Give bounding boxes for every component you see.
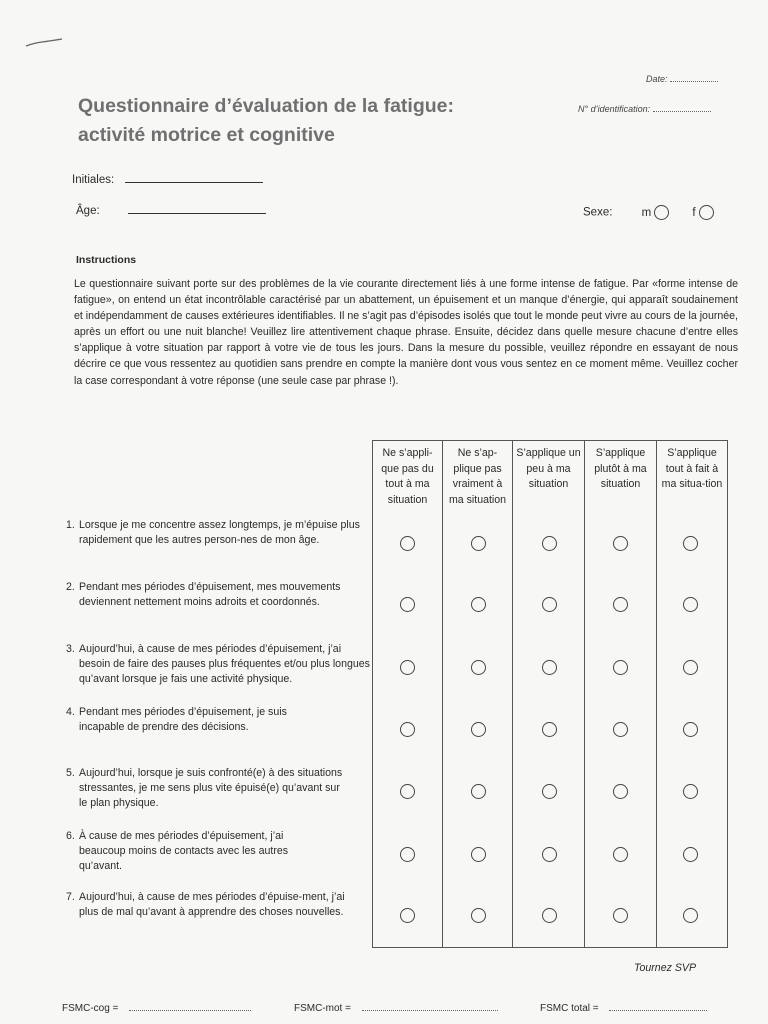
fsmc-mot-line[interactable] — [362, 1010, 498, 1011]
column-header-1: Ne s’appli-que pas du tout à ma situation — [381, 447, 434, 506]
title-line-2: activité motrice et cognitive — [78, 124, 335, 146]
id-line[interactable] — [653, 111, 711, 112]
initials-field[interactable] — [72, 174, 263, 186]
title-line-1: Questionnaire d’évaluation de la fatigue: — [78, 95, 454, 117]
fsmc-cog-label: FSMC-cog = — [62, 1003, 119, 1014]
answer-radio-q4-c5[interactable] — [683, 722, 698, 737]
question-text: Pendant mes périodes d’épuisement, je suis incapable de prendre des décisions. — [79, 706, 287, 733]
column-4 — [585, 441, 657, 947]
question-text: Aujourd’hui, lorsque je suis confronté(e) à des situations stressantes, je me sens plus vite épuisé(e) qu’avant sur le plan physique. — [79, 767, 343, 809]
column-header-4: S’applique plutôt à ma situation — [594, 447, 647, 490]
fsmc-cog-line[interactable] — [129, 1010, 251, 1011]
id-label: N° d’identification: — [578, 104, 651, 114]
question-text: Aujourd’hui, à cause de mes périodes d’épuise-ment, j’ai plus de mal qu’avant à apprendre des choses nouvelles. — [79, 891, 345, 918]
answer-radio-q4-c1[interactable] — [400, 722, 415, 737]
answer-radio-q4-c2[interactable] — [471, 722, 486, 737]
answer-radio-q6-c2[interactable] — [471, 847, 486, 862]
date-field[interactable] — [646, 74, 718, 84]
sex-m-radio[interactable] — [654, 205, 669, 220]
answer-radio-q5-c1[interactable] — [400, 784, 415, 799]
age-label: Âge: — [76, 205, 100, 217]
answer-radio-q5-c3[interactable] — [542, 784, 557, 799]
answer-radio-q7-c5[interactable] — [683, 908, 698, 923]
question-5 — [66, 766, 346, 811]
answer-radio-q1-c4[interactable] — [613, 536, 628, 551]
answer-radio-q3-c5[interactable] — [683, 660, 698, 675]
column-header-3: S’applique un peu à ma situation — [516, 447, 581, 490]
fsmc-cog-field[interactable] — [62, 1003, 251, 1014]
answer-radio-q3-c3[interactable] — [542, 660, 557, 675]
question-number: 3. — [66, 643, 75, 655]
answer-radio-q1-c5[interactable] — [683, 536, 698, 551]
answer-radio-q7-c2[interactable] — [471, 908, 486, 923]
pen-mark-icon — [24, 38, 64, 48]
fsmc-total-field[interactable] — [540, 1003, 707, 1014]
instructions-text: Le questionnaire suivant porte sur des problèmes de la vie courante directement liés à une forme intense de fatigue. Par «forme intense de fatigue», on entend un état incontrôlable caractérisé par un abattement, un épuisement et un manque d’énergie, qui apparaît soudainement et indépendamment de causes extérieures identifiables. Il ne s’agit pas d’épisodes isolés que tout le monde peut vivre au cours de la journée, après un effort ou une nuit blanche! Veuillez lire attentivement chaque phrase. Ensuite, décidez dans quelle mesure chacune d’entre elles s’applique à votre situation par rapport à votre vie de tous les jours. Dans la mesure du possible, veuillez répondre en essayant de nous décrire ce que vous ressentez au quotidien sans prendre en compte la manière dont vous vous sentez en ce moment même. Veuillez cocher la case correspondant à votre réponse (une seule case par phrase !). — [74, 278, 738, 387]
question-text: Aujourd’hui, à cause de mes périodes d’épuisement, j’ai besoin de faire des pauses plus fréquentes et/ou plus longues qu’avant lorsque je fais une activité physique. — [79, 643, 370, 685]
answer-radio-q5-c2[interactable] — [471, 784, 486, 799]
answer-radio-q6-c5[interactable] — [683, 847, 698, 862]
question-number: 1. — [66, 519, 75, 531]
answer-radio-q4-c4[interactable] — [613, 722, 628, 737]
question-number: 2. — [66, 581, 75, 593]
fsmc-total-line[interactable] — [609, 1010, 707, 1011]
column-header-5: S’applique tout à fait à ma situa-tion — [661, 447, 723, 490]
question-text: À cause de mes périodes d’épuisement, j’ai beaucoup moins de contacts avec les autres qu’avant. — [79, 830, 289, 872]
answer-radio-q2-c4[interactable] — [613, 597, 628, 612]
column-header-2: Ne s’ap-plique pas vraiment à ma situation — [448, 447, 507, 506]
answer-radio-q5-c4[interactable] — [613, 784, 628, 799]
question-number: 7. — [66, 891, 75, 903]
answer-radio-q2-c2[interactable] — [471, 597, 486, 612]
question-3 — [66, 642, 372, 687]
column-1 — [373, 441, 443, 947]
answer-radio-q1-c3[interactable] — [542, 536, 557, 551]
fsmc-total-label: FSMC total = — [540, 1003, 599, 1014]
answer-radio-q2-c3[interactable] — [542, 597, 557, 612]
turn-page-note: Tournez SVP — [634, 962, 697, 974]
date-line[interactable] — [670, 81, 718, 82]
instructions-heading: Instructions — [76, 254, 137, 266]
sex-m-label: m — [641, 206, 652, 219]
answer-radio-q7-c1[interactable] — [400, 908, 415, 923]
answer-radio-q6-c4[interactable] — [613, 847, 628, 862]
column-2 — [443, 441, 513, 947]
sex-label: Sexe: — [583, 206, 613, 219]
answer-radio-q2-c5[interactable] — [683, 597, 698, 612]
question-4 — [66, 705, 326, 735]
question-number: 6. — [66, 830, 75, 842]
date-label: Date: — [646, 74, 668, 84]
answer-radio-q2-c1[interactable] — [400, 597, 415, 612]
answer-radio-q3-c2[interactable] — [471, 660, 486, 675]
answer-radio-q6-c1[interactable] — [400, 847, 415, 862]
id-field[interactable] — [578, 104, 711, 114]
column-3 — [513, 441, 585, 947]
answer-radio-q7-c4[interactable] — [613, 908, 628, 923]
age-line[interactable] — [128, 213, 266, 214]
question-1 — [66, 518, 372, 548]
answer-radio-q1-c1[interactable] — [400, 536, 415, 551]
fsmc-mot-field[interactable] — [294, 1003, 498, 1014]
answer-radio-q6-c3[interactable] — [542, 847, 557, 862]
sex-f-radio[interactable] — [699, 205, 714, 220]
age-field[interactable] — [76, 205, 266, 217]
question-number: 5. — [66, 767, 75, 779]
answer-radio-q1-c2[interactable] — [471, 536, 486, 551]
question-text: Pendant mes périodes d’épuisement, mes mouvements deviennent nettement moins adroits et coordonnés. — [79, 581, 341, 608]
answer-radio-q4-c3[interactable] — [542, 722, 557, 737]
initials-label: Initiales: — [72, 174, 115, 186]
question-6 — [66, 829, 311, 874]
initials-line[interactable] — [125, 182, 263, 183]
answer-radio-q3-c1[interactable] — [400, 660, 415, 675]
answer-radio-q5-c5[interactable] — [683, 784, 698, 799]
answer-radio-q7-c3[interactable] — [542, 908, 557, 923]
fsmc-mot-label: FSMC-mot = — [294, 1003, 351, 1014]
answer-radio-q3-c4[interactable] — [613, 660, 628, 675]
sex-f-label: f — [692, 206, 696, 219]
page-title — [78, 92, 454, 150]
question-number: 4. — [66, 706, 75, 718]
column-5 — [657, 441, 727, 947]
sex-field — [583, 205, 714, 220]
question-7 — [66, 890, 348, 920]
question-text: Lorsque je me concentre assez longtemps, je m’épuise plus rapidement que les autres person-nes de mon âge. — [79, 519, 360, 546]
response-grid — [372, 440, 728, 948]
question-2 — [66, 580, 372, 610]
